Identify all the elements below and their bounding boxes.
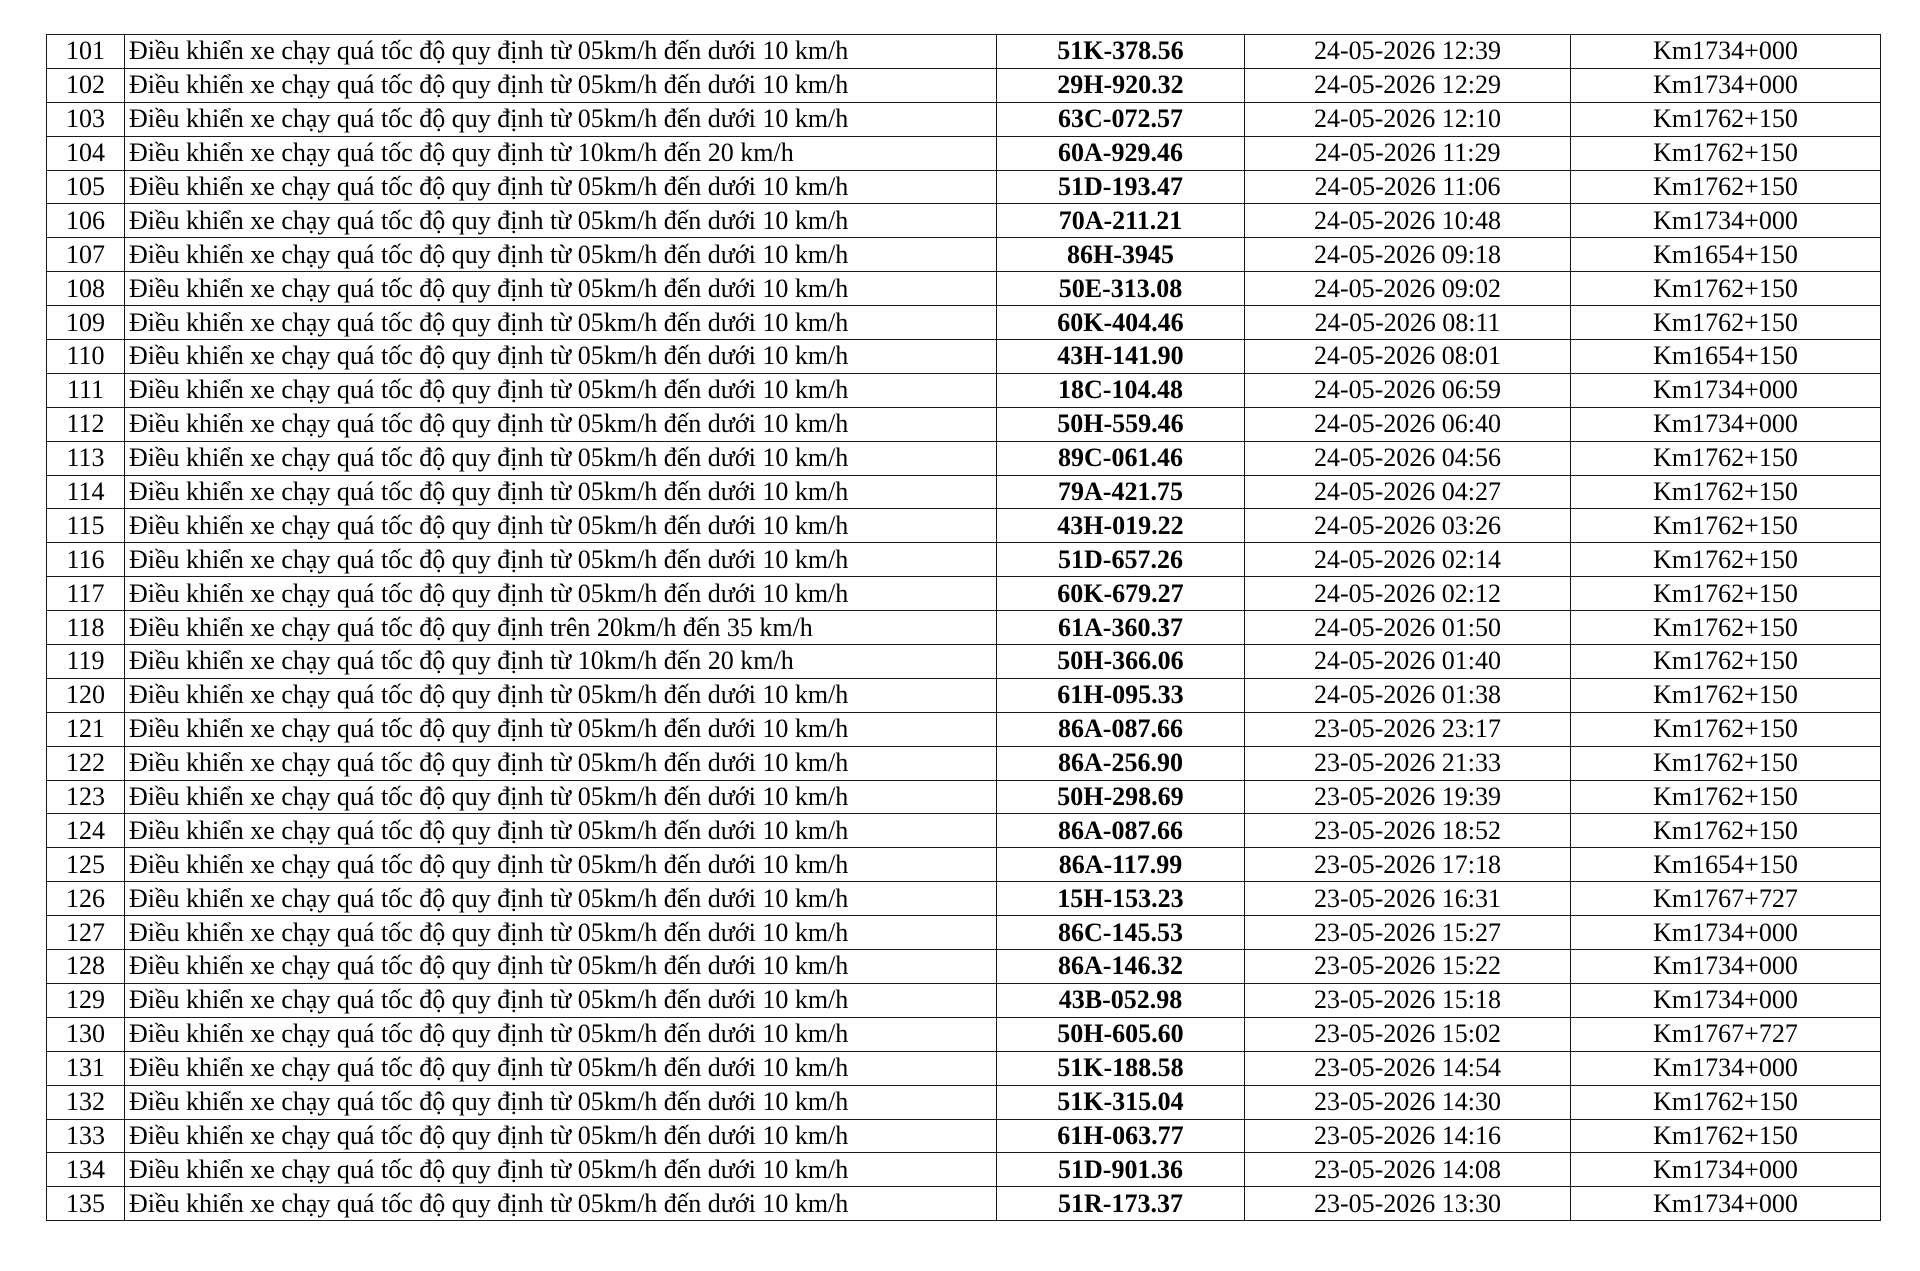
row-number: 134	[47, 1153, 125, 1187]
violation-location: Km1762+150	[1571, 1119, 1881, 1153]
violation-location: Km1762+150	[1571, 102, 1881, 136]
violation-location: Km1762+150	[1571, 306, 1881, 340]
violation-location: Km1734+000	[1571, 68, 1881, 102]
table-row	[47, 441, 1881, 475]
violation-time: 23-05-2026 17:18	[1245, 848, 1571, 882]
violation-time: 24-05-2026 06:59	[1245, 373, 1571, 407]
row-number: 131	[47, 1051, 125, 1085]
row-number: 108	[47, 272, 125, 306]
violation-time: 23-05-2026 14:16	[1245, 1119, 1571, 1153]
row-number: 124	[47, 814, 125, 848]
row-number: 101	[47, 35, 125, 69]
table-row	[47, 1085, 1881, 1119]
license-plate: 50H-366.06	[997, 645, 1245, 679]
violation-location: Km1762+150	[1571, 780, 1881, 814]
violation-time: 24-05-2026 10:48	[1245, 204, 1571, 238]
violation-location: Km1654+150	[1571, 340, 1881, 374]
violation-time: 23-05-2026 16:31	[1245, 882, 1571, 916]
violation-description: Điều khiển xe chạy quá tốc độ quy định từ 05km/h đến dưới 10 km/h	[125, 272, 997, 306]
table-row	[47, 780, 1881, 814]
table-row	[47, 102, 1881, 136]
violation-location: Km1734+000	[1571, 204, 1881, 238]
license-plate: 51D-901.36	[997, 1153, 1245, 1187]
violation-description: Điều khiển xe chạy quá tốc độ quy định từ 05km/h đến dưới 10 km/h	[125, 543, 997, 577]
row-number: 105	[47, 170, 125, 204]
violation-description: Điều khiển xe chạy quá tốc độ quy định từ 05km/h đến dưới 10 km/h	[125, 407, 997, 441]
table-row	[47, 136, 1881, 170]
violation-description: Điều khiển xe chạy quá tốc độ quy định từ 05km/h đến dưới 10 km/h	[125, 577, 997, 611]
row-number: 135	[47, 1187, 125, 1221]
row-number: 104	[47, 136, 125, 170]
table-row	[47, 983, 1881, 1017]
violation-location: Km1762+150	[1571, 136, 1881, 170]
violation-table-body	[47, 35, 1881, 1221]
row-number: 112	[47, 407, 125, 441]
violation-description: Điều khiển xe chạy quá tốc độ quy định từ 05km/h đến dưới 10 km/h	[125, 848, 997, 882]
violation-description: Điều khiển xe chạy quá tốc độ quy định từ 05km/h đến dưới 10 km/h	[125, 238, 997, 272]
license-plate: 51K-378.56	[997, 35, 1245, 69]
license-plate: 86A-087.66	[997, 814, 1245, 848]
violation-time: 24-05-2026 09:18	[1245, 238, 1571, 272]
license-plate: 51D-193.47	[997, 170, 1245, 204]
violation-time: 24-05-2026 02:12	[1245, 577, 1571, 611]
license-plate: 50E-313.08	[997, 272, 1245, 306]
violation-time: 24-05-2026 01:38	[1245, 678, 1571, 712]
violation-location: Km1734+000	[1571, 1051, 1881, 1085]
violation-time: 24-05-2026 02:14	[1245, 543, 1571, 577]
violation-location: Km1734+000	[1571, 1153, 1881, 1187]
table-row	[47, 611, 1881, 645]
violation-description: Điều khiển xe chạy quá tốc độ quy định từ 05km/h đến dưới 10 km/h	[125, 102, 997, 136]
violation-time: 24-05-2026 03:26	[1245, 509, 1571, 543]
row-number: 107	[47, 238, 125, 272]
violation-description: Điều khiển xe chạy quá tốc độ quy định từ 05km/h đến dưới 10 km/h	[125, 204, 997, 238]
table-row	[47, 848, 1881, 882]
row-number: 122	[47, 746, 125, 780]
license-plate: 60K-404.46	[997, 306, 1245, 340]
table-row	[47, 950, 1881, 984]
violation-time: 24-05-2026 01:40	[1245, 645, 1571, 679]
violation-description: Điều khiển xe chạy quá tốc độ quy định từ 05km/h đến dưới 10 km/h	[125, 950, 997, 984]
row-number: 117	[47, 577, 125, 611]
table-row	[47, 543, 1881, 577]
violation-location: Km1767+727	[1571, 1017, 1881, 1051]
violation-location: Km1762+150	[1571, 543, 1881, 577]
violation-location: Km1734+000	[1571, 35, 1881, 69]
license-plate: 50H-559.46	[997, 407, 1245, 441]
violation-description: Điều khiển xe chạy quá tốc độ quy định từ 05km/h đến dưới 10 km/h	[125, 340, 997, 374]
table-row	[47, 882, 1881, 916]
row-number: 110	[47, 340, 125, 374]
violation-time: 23-05-2026 14:54	[1245, 1051, 1571, 1085]
row-number: 125	[47, 848, 125, 882]
violation-location: Km1762+150	[1571, 814, 1881, 848]
violation-description: Điều khiển xe chạy quá tốc độ quy định từ 05km/h đến dưới 10 km/h	[125, 1187, 997, 1221]
license-plate: 86A-146.32	[997, 950, 1245, 984]
violation-time: 23-05-2026 19:39	[1245, 780, 1571, 814]
violation-description: Điều khiển xe chạy quá tốc độ quy định từ 05km/h đến dưới 10 km/h	[125, 780, 997, 814]
violation-location: Km1762+150	[1571, 441, 1881, 475]
violation-time: 24-05-2026 04:56	[1245, 441, 1571, 475]
violation-location: Km1734+000	[1571, 983, 1881, 1017]
violation-location: Km1767+727	[1571, 882, 1881, 916]
violation-location: Km1762+150	[1571, 475, 1881, 509]
row-number: 130	[47, 1017, 125, 1051]
violation-time: 23-05-2026 14:30	[1245, 1085, 1571, 1119]
violation-location: Km1762+150	[1571, 170, 1881, 204]
license-plate: 43B-052.98	[997, 983, 1245, 1017]
violation-location: Km1734+000	[1571, 407, 1881, 441]
table-row	[47, 1119, 1881, 1153]
violation-description: Điều khiển xe chạy quá tốc độ quy định từ 10km/h đến 20 km/h	[125, 136, 997, 170]
license-plate: 50H-605.60	[997, 1017, 1245, 1051]
violation-time: 24-05-2026 04:27	[1245, 475, 1571, 509]
row-number: 111	[47, 373, 125, 407]
table-row	[47, 373, 1881, 407]
violation-time: 23-05-2026 23:17	[1245, 712, 1571, 746]
violation-location: Km1762+150	[1571, 645, 1881, 679]
license-plate: 51R-173.37	[997, 1187, 1245, 1221]
violation-time: 24-05-2026 01:50	[1245, 611, 1571, 645]
violation-time: 24-05-2026 08:11	[1245, 306, 1571, 340]
license-plate: 79A-421.75	[997, 475, 1245, 509]
table-row	[47, 170, 1881, 204]
license-plate: 63C-072.57	[997, 102, 1245, 136]
table-row	[47, 306, 1881, 340]
license-plate: 60K-679.27	[997, 577, 1245, 611]
violation-location: Km1762+150	[1571, 509, 1881, 543]
violation-location: Km1734+000	[1571, 373, 1881, 407]
table-row	[47, 1153, 1881, 1187]
table-row	[47, 475, 1881, 509]
row-number: 109	[47, 306, 125, 340]
violation-location: Km1762+150	[1571, 678, 1881, 712]
license-plate: 29H-920.32	[997, 68, 1245, 102]
violation-description: Điều khiển xe chạy quá tốc độ quy định từ 05km/h đến dưới 10 km/h	[125, 712, 997, 746]
violation-time: 23-05-2026 14:08	[1245, 1153, 1571, 1187]
violation-time: 24-05-2026 11:06	[1245, 170, 1571, 204]
table-row	[47, 1017, 1881, 1051]
violation-description: Điều khiển xe chạy quá tốc độ quy định từ 05km/h đến dưới 10 km/h	[125, 678, 997, 712]
table-row	[47, 204, 1881, 238]
violation-location: Km1734+000	[1571, 1187, 1881, 1221]
violation-time: 24-05-2026 09:02	[1245, 272, 1571, 306]
table-row	[47, 577, 1881, 611]
violation-location: Km1762+150	[1571, 577, 1881, 611]
violation-description: Điều khiển xe chạy quá tốc độ quy định từ 05km/h đến dưới 10 km/h	[125, 475, 997, 509]
license-plate: 51D-657.26	[997, 543, 1245, 577]
license-plate: 18C-104.48	[997, 373, 1245, 407]
violation-location: Km1734+000	[1571, 916, 1881, 950]
row-number: 129	[47, 983, 125, 1017]
row-number: 115	[47, 509, 125, 543]
violation-time: 24-05-2026 12:29	[1245, 68, 1571, 102]
license-plate: 86A-117.99	[997, 848, 1245, 882]
row-number: 106	[47, 204, 125, 238]
violation-description: Điều khiển xe chạy quá tốc độ quy định từ 05km/h đến dưới 10 km/h	[125, 170, 997, 204]
violation-time: 24-05-2026 12:10	[1245, 102, 1571, 136]
table-row	[47, 35, 1881, 69]
row-number: 118	[47, 611, 125, 645]
violation-description: Điều khiển xe chạy quá tốc độ quy định trên 20km/h đến 35 km/h	[125, 611, 997, 645]
license-plate: 86C-145.53	[997, 916, 1245, 950]
violation-time: 24-05-2026 11:29	[1245, 136, 1571, 170]
license-plate: 43H-019.22	[997, 509, 1245, 543]
row-number: 102	[47, 68, 125, 102]
table-row	[47, 1051, 1881, 1085]
table-row	[47, 645, 1881, 679]
table-row	[47, 68, 1881, 102]
violation-description: Điều khiển xe chạy quá tốc độ quy định từ 05km/h đến dưới 10 km/h	[125, 509, 997, 543]
violation-time: 24-05-2026 12:39	[1245, 35, 1571, 69]
row-number: 114	[47, 475, 125, 509]
row-number: 120	[47, 678, 125, 712]
violation-time: 23-05-2026 21:33	[1245, 746, 1571, 780]
license-plate: 70A-211.21	[997, 204, 1245, 238]
violation-description: Điều khiển xe chạy quá tốc độ quy định từ 05km/h đến dưới 10 km/h	[125, 746, 997, 780]
violation-description: Điều khiển xe chạy quá tốc độ quy định từ 05km/h đến dưới 10 km/h	[125, 1051, 997, 1085]
table-row	[47, 340, 1881, 374]
license-plate: 60A-929.46	[997, 136, 1245, 170]
violation-description: Điều khiển xe chạy quá tốc độ quy định từ 05km/h đến dưới 10 km/h	[125, 1017, 997, 1051]
violation-table	[46, 34, 1881, 1221]
violation-description: Điều khiển xe chạy quá tốc độ quy định từ 05km/h đến dưới 10 km/h	[125, 1119, 997, 1153]
license-plate: 61H-095.33	[997, 678, 1245, 712]
table-row	[47, 746, 1881, 780]
violation-location: Km1762+150	[1571, 1085, 1881, 1119]
table-row	[47, 509, 1881, 543]
license-plate: 86A-087.66	[997, 712, 1245, 746]
violation-location: Km1762+150	[1571, 712, 1881, 746]
license-plate: 50H-298.69	[997, 780, 1245, 814]
table-row	[47, 814, 1881, 848]
table-row	[47, 1187, 1881, 1221]
violation-description: Điều khiển xe chạy quá tốc độ quy định từ 05km/h đến dưới 10 km/h	[125, 441, 997, 475]
violation-location: Km1762+150	[1571, 746, 1881, 780]
row-number: 123	[47, 780, 125, 814]
violation-time: 23-05-2026 18:52	[1245, 814, 1571, 848]
row-number: 128	[47, 950, 125, 984]
violation-description: Điều khiển xe chạy quá tốc độ quy định từ 10km/h đến 20 km/h	[125, 645, 997, 679]
violation-description: Điều khiển xe chạy quá tốc độ quy định từ 05km/h đến dưới 10 km/h	[125, 306, 997, 340]
table-row	[47, 407, 1881, 441]
violation-description: Điều khiển xe chạy quá tốc độ quy định từ 05km/h đến dưới 10 km/h	[125, 1085, 997, 1119]
row-number: 113	[47, 441, 125, 475]
license-plate: 86A-256.90	[997, 746, 1245, 780]
violation-location: Km1762+150	[1571, 611, 1881, 645]
violation-time: 23-05-2026 15:18	[1245, 983, 1571, 1017]
violation-time: 24-05-2026 08:01	[1245, 340, 1571, 374]
row-number: 121	[47, 712, 125, 746]
violation-description: Điều khiển xe chạy quá tốc độ quy định từ 05km/h đến dưới 10 km/h	[125, 916, 997, 950]
violation-description: Điều khiển xe chạy quá tốc độ quy định từ 05km/h đến dưới 10 km/h	[125, 68, 997, 102]
violation-time: 23-05-2026 15:02	[1245, 1017, 1571, 1051]
violation-description: Điều khiển xe chạy quá tốc độ quy định từ 05km/h đến dưới 10 km/h	[125, 373, 997, 407]
violation-description: Điều khiển xe chạy quá tốc độ quy định từ 05km/h đến dưới 10 km/h	[125, 882, 997, 916]
row-number: 103	[47, 102, 125, 136]
license-plate: 61H-063.77	[997, 1119, 1245, 1153]
violation-location: Km1762+150	[1571, 272, 1881, 306]
violation-location: Km1654+150	[1571, 848, 1881, 882]
violation-description: Điều khiển xe chạy quá tốc độ quy định từ 05km/h đến dưới 10 km/h	[125, 1153, 997, 1187]
violation-location: Km1654+150	[1571, 238, 1881, 272]
violation-description: Điều khiển xe chạy quá tốc độ quy định từ 05km/h đến dưới 10 km/h	[125, 814, 997, 848]
license-plate: 51K-315.04	[997, 1085, 1245, 1119]
row-number: 126	[47, 882, 125, 916]
violation-time: 23-05-2026 13:30	[1245, 1187, 1571, 1221]
license-plate: 43H-141.90	[997, 340, 1245, 374]
violation-description: Điều khiển xe chạy quá tốc độ quy định từ 05km/h đến dưới 10 km/h	[125, 983, 997, 1017]
table-row	[47, 916, 1881, 950]
violation-location: Km1734+000	[1571, 950, 1881, 984]
license-plate: 51K-188.58	[997, 1051, 1245, 1085]
row-number: 116	[47, 543, 125, 577]
table-row	[47, 678, 1881, 712]
row-number: 127	[47, 916, 125, 950]
table-row	[47, 238, 1881, 272]
table-row	[47, 272, 1881, 306]
license-plate: 86H-3945	[997, 238, 1245, 272]
license-plate: 61A-360.37	[997, 611, 1245, 645]
violation-time: 24-05-2026 06:40	[1245, 407, 1571, 441]
row-number: 133	[47, 1119, 125, 1153]
violation-time: 23-05-2026 15:27	[1245, 916, 1571, 950]
table-row	[47, 712, 1881, 746]
row-number: 119	[47, 645, 125, 679]
row-number: 132	[47, 1085, 125, 1119]
license-plate: 89C-061.46	[997, 441, 1245, 475]
violation-time: 23-05-2026 15:22	[1245, 950, 1571, 984]
license-plate: 15H-153.23	[997, 882, 1245, 916]
violation-description: Điều khiển xe chạy quá tốc độ quy định từ 05km/h đến dưới 10 km/h	[125, 35, 997, 69]
